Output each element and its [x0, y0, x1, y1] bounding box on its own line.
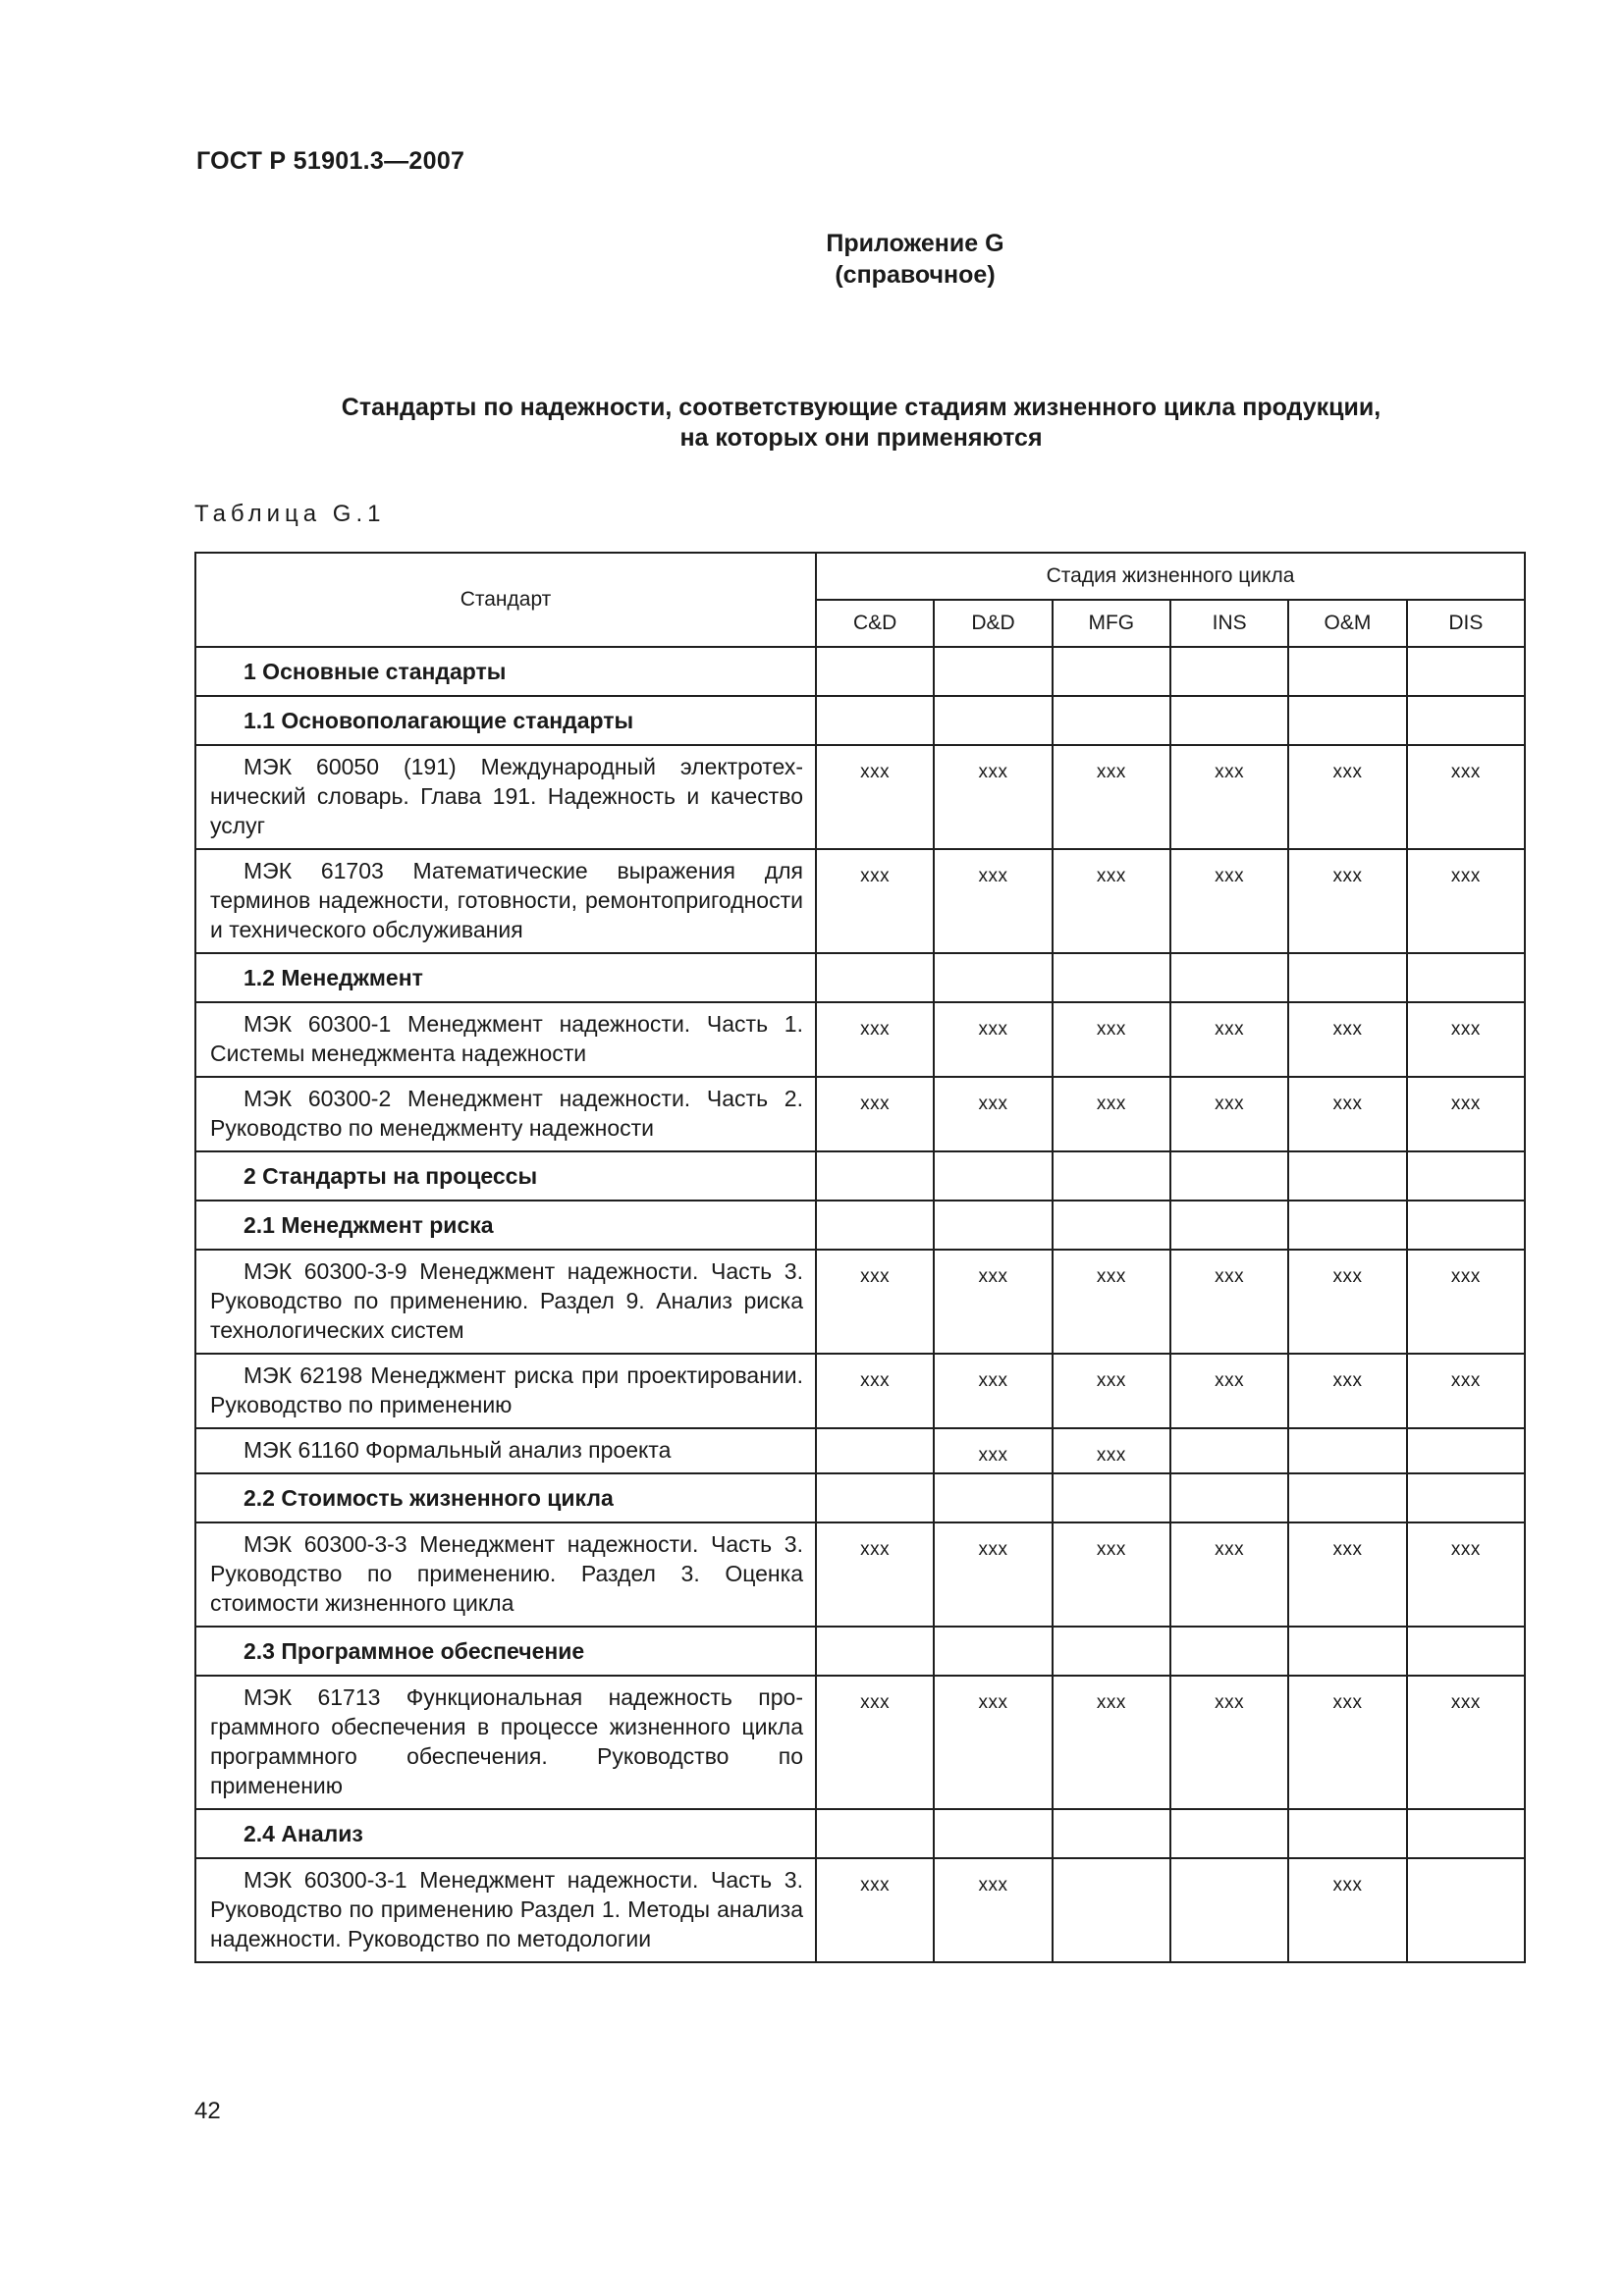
- stage-mark-cell: [1407, 1151, 1525, 1201]
- stage-mark-cell: [1053, 1627, 1170, 1676]
- standard-description: МЭК 60300-1 Менеджмент надежности. Часть 1. Системы менеджмента надежности: [195, 1002, 816, 1077]
- appendix-title: Приложение G: [826, 230, 1004, 257]
- section-row: [195, 1473, 1525, 1522]
- page-title: [196, 393, 1526, 454]
- section-heading: 2.3 Программное обеспечение: [195, 1627, 816, 1676]
- standard-row: [195, 1354, 1525, 1428]
- stage-mark-cell: xxx: [1053, 1428, 1170, 1473]
- stage-mark-cell: [816, 1201, 934, 1250]
- appendix-subtitle: (справочное): [835, 261, 996, 289]
- stage-mark-cell: xxx: [1407, 849, 1525, 953]
- stage-mark-cell: xxx: [934, 849, 1052, 953]
- stage-mark-cell: xxx: [934, 1002, 1052, 1077]
- section-heading: 1.2 Менеджмент: [195, 953, 816, 1002]
- stage-mark-cell: xxx: [816, 1354, 934, 1428]
- stage-mark-cell: [934, 647, 1052, 696]
- stage-mark-cell: xxx: [1053, 1354, 1170, 1428]
- stage-mark-cell: xxx: [934, 1858, 1052, 1962]
- stage-mark-cell: [1288, 1627, 1406, 1676]
- stage-mark-cell: xxx: [934, 1428, 1052, 1473]
- stage-mark-cell: [934, 1473, 1052, 1522]
- stage-mark-cell: [1407, 1201, 1525, 1250]
- header-stage-om: O&M: [1288, 600, 1406, 647]
- stage-mark-cell: [1170, 1858, 1288, 1962]
- stage-mark-cell: [1170, 1428, 1288, 1473]
- section-heading: 2.1 Менеджмент риска: [195, 1201, 816, 1250]
- stage-mark-cell: xxx: [1170, 849, 1288, 953]
- stage-mark-cell: [1407, 647, 1525, 696]
- stage-mark-cell: xxx: [1407, 1077, 1525, 1151]
- stage-mark-cell: xxx: [1170, 745, 1288, 849]
- stage-mark-cell: xxx: [934, 1354, 1052, 1428]
- standard-row: [195, 1522, 1525, 1627]
- standard-description: МЭК 60300-3-9 Менеджмент надежности. Часть 3. Руководство по применению. Раздел 9. Анализ риска технологических систем: [195, 1250, 816, 1354]
- standard-row: [195, 1002, 1525, 1077]
- stage-mark-cell: xxx: [934, 1250, 1052, 1354]
- stage-mark-cell: [1170, 953, 1288, 1002]
- stage-mark-cell: [1053, 1809, 1170, 1858]
- standard-row: [195, 1428, 1525, 1473]
- stage-mark-cell: xxx: [1288, 1077, 1406, 1151]
- standard-row: [195, 1858, 1525, 1962]
- stage-mark-cell: [934, 953, 1052, 1002]
- stage-mark-cell: [1053, 1473, 1170, 1522]
- header-stage-mfg: MFG: [1053, 600, 1170, 647]
- section-row: [195, 1201, 1525, 1250]
- stage-mark-cell: xxx: [1288, 1354, 1406, 1428]
- stage-mark-cell: xxx: [1053, 1522, 1170, 1627]
- stage-mark-cell: [1170, 1809, 1288, 1858]
- stage-mark-cell: xxx: [1288, 1858, 1406, 1962]
- stage-mark-cell: [1170, 1473, 1288, 1522]
- stage-mark-cell: [1288, 1428, 1406, 1473]
- stage-mark-cell: [816, 953, 934, 1002]
- page-title-line-1: Стандарты по надежности, соответствующие стадиям жизненного цикла продукции,: [341, 394, 1381, 421]
- stage-mark-cell: [1170, 1627, 1288, 1676]
- stage-mark-cell: xxx: [816, 1002, 934, 1077]
- section-row: [195, 1809, 1525, 1858]
- stage-mark-cell: xxx: [816, 1077, 934, 1151]
- stage-mark-cell: [934, 1151, 1052, 1201]
- stage-mark-cell: xxx: [1053, 1002, 1170, 1077]
- stage-mark-cell: xxx: [1407, 1522, 1525, 1627]
- section-row: [195, 647, 1525, 696]
- stage-mark-cell: xxx: [1407, 745, 1525, 849]
- stage-mark-cell: xxx: [1053, 1676, 1170, 1809]
- stage-mark-cell: [1288, 953, 1406, 1002]
- stage-mark-cell: [1053, 1858, 1170, 1962]
- header-stage-cd: C&D: [816, 600, 934, 647]
- stage-mark-cell: [1288, 647, 1406, 696]
- stage-mark-cell: [1288, 1201, 1406, 1250]
- stage-mark-cell: xxx: [1053, 1077, 1170, 1151]
- stage-mark-cell: xxx: [1288, 1676, 1406, 1809]
- section-row: [195, 1627, 1525, 1676]
- standard-description: МЭК 60300-2 Менеджмент надежности. Часть 2. Руководство по менеджменту надежности: [195, 1077, 816, 1151]
- stage-mark-cell: [1053, 1201, 1170, 1250]
- standard-description: МЭК 62198 Менеджмент риска при проектировании. Руководство по применению: [195, 1354, 816, 1428]
- header-stage-ins: INS: [1170, 600, 1288, 647]
- standard-description: МЭК 60300-3-1 Менеджмент надежности. Часть 3. Руководство по применению Раздел 1. Методы анализа надежности. Руководство по методологии: [195, 1858, 816, 1962]
- standard-description: МЭК 61160 Формальный анализ проекта: [195, 1428, 816, 1473]
- stage-mark-cell: [1288, 1151, 1406, 1201]
- header-lifecycle-stage: Стадия жизненного цикла: [816, 553, 1525, 600]
- document-code: ГОСТ Р 51901.3—2007: [196, 147, 465, 175]
- standard-row: [195, 849, 1525, 953]
- page-title-line-2: на которых они применяются: [679, 424, 1043, 452]
- stage-mark-cell: [1407, 1473, 1525, 1522]
- stage-mark-cell: [1407, 696, 1525, 745]
- stage-mark-cell: xxx: [1288, 745, 1406, 849]
- stage-mark-cell: [816, 1809, 934, 1858]
- stage-mark-cell: [1407, 1858, 1525, 1962]
- standard-row: [195, 745, 1525, 849]
- stage-mark-cell: xxx: [1288, 1522, 1406, 1627]
- stage-mark-cell: xxx: [1288, 849, 1406, 953]
- stage-mark-cell: [816, 696, 934, 745]
- stage-mark-cell: [1053, 696, 1170, 745]
- stage-mark-cell: [1170, 1151, 1288, 1201]
- standard-description: МЭК 61713 Функциональная надежность программного обеспечения в процессе жизненного цикла программного обеспечения. Руководство по применению: [195, 1676, 816, 1809]
- stage-mark-cell: xxx: [816, 1250, 934, 1354]
- stage-mark-cell: xxx: [934, 1522, 1052, 1627]
- section-row: [195, 1151, 1525, 1201]
- section-row: [195, 696, 1525, 745]
- stage-mark-cell: xxx: [1170, 1077, 1288, 1151]
- stage-mark-cell: [934, 1809, 1052, 1858]
- stage-mark-cell: xxx: [934, 745, 1052, 849]
- stage-mark-cell: [1288, 1473, 1406, 1522]
- stage-mark-cell: [934, 1627, 1052, 1676]
- stage-mark-cell: [816, 1428, 934, 1473]
- standard-row: [195, 1250, 1525, 1354]
- stage-mark-cell: [1407, 1809, 1525, 1858]
- page-number: 42: [194, 2098, 221, 2124]
- stage-mark-cell: [1170, 647, 1288, 696]
- stage-mark-cell: [1053, 953, 1170, 1002]
- standard-row: [195, 1077, 1525, 1151]
- stage-mark-cell: xxx: [816, 1676, 934, 1809]
- stage-mark-cell: xxx: [1053, 1250, 1170, 1354]
- stage-mark-cell: xxx: [1407, 1250, 1525, 1354]
- stage-mark-cell: [934, 1201, 1052, 1250]
- stage-mark-cell: [816, 647, 934, 696]
- standards-table: [194, 552, 1526, 1963]
- appendix-heading: [0, 228, 1624, 291]
- stage-mark-cell: xxx: [816, 1858, 934, 1962]
- header-stage-dd: D&D: [934, 600, 1052, 647]
- stage-mark-cell: [1170, 696, 1288, 745]
- table-label: Таблица G.1: [194, 501, 386, 527]
- stage-mark-cell: xxx: [1053, 745, 1170, 849]
- section-row: [195, 953, 1525, 1002]
- stage-mark-cell: xxx: [1170, 1250, 1288, 1354]
- stage-mark-cell: xxx: [1407, 1354, 1525, 1428]
- section-heading: 2.2 Стоимость жизненного цикла: [195, 1473, 816, 1522]
- stage-mark-cell: [816, 1151, 934, 1201]
- header-standard: Стандарт: [195, 553, 816, 647]
- stage-mark-cell: xxx: [1407, 1002, 1525, 1077]
- stage-mark-cell: [1407, 1627, 1525, 1676]
- stage-mark-cell: xxx: [1170, 1676, 1288, 1809]
- stage-mark-cell: xxx: [1170, 1354, 1288, 1428]
- header-row-1: [195, 553, 1525, 600]
- stage-mark-cell: [1407, 1428, 1525, 1473]
- stage-mark-cell: xxx: [1053, 849, 1170, 953]
- stage-mark-cell: xxx: [1170, 1522, 1288, 1627]
- stage-mark-cell: [816, 1473, 934, 1522]
- stage-mark-cell: xxx: [816, 1522, 934, 1627]
- table-body: [195, 647, 1525, 1962]
- stage-mark-cell: xxx: [934, 1676, 1052, 1809]
- stage-mark-cell: [816, 1627, 934, 1676]
- section-heading: 1.1 Основополагающие стандарты: [195, 696, 816, 745]
- header-stage-dis: DIS: [1407, 600, 1525, 647]
- stage-mark-cell: xxx: [934, 1077, 1052, 1151]
- stage-mark-cell: [1053, 647, 1170, 696]
- section-heading: 1 Основные стандарты: [195, 647, 816, 696]
- table-header: [195, 553, 1525, 647]
- stage-mark-cell: xxx: [1288, 1002, 1406, 1077]
- stage-mark-cell: [1170, 1201, 1288, 1250]
- section-heading: 2 Стандарты на процессы: [195, 1151, 816, 1201]
- section-heading: 2.4 Анализ: [195, 1809, 816, 1858]
- stage-mark-cell: xxx: [1407, 1676, 1525, 1809]
- stage-mark-cell: [1288, 1809, 1406, 1858]
- stage-mark-cell: xxx: [1288, 1250, 1406, 1354]
- stage-mark-cell: xxx: [816, 849, 934, 953]
- stage-mark-cell: xxx: [816, 745, 934, 849]
- stage-mark-cell: [1053, 1151, 1170, 1201]
- standard-description: МЭК 60300-3-3 Менеджмент надежности. Часть 3. Руководство по применению. Раздел 3. Оценка стоимости жизненного цикла: [195, 1522, 816, 1627]
- stage-mark-cell: xxx: [1170, 1002, 1288, 1077]
- stage-mark-cell: [1288, 696, 1406, 745]
- standard-row: [195, 1676, 1525, 1809]
- stage-mark-cell: [934, 696, 1052, 745]
- standard-description: МЭК 60050 (191) Международный электротехнический словарь. Глава 191. Надежность и качество услуг: [195, 745, 816, 849]
- stage-mark-cell: [1407, 953, 1525, 1002]
- standard-description: МЭК 61703 Математические выражения для терминов надежности, готовности, ремонтопригодности и технического обслуживания: [195, 849, 816, 953]
